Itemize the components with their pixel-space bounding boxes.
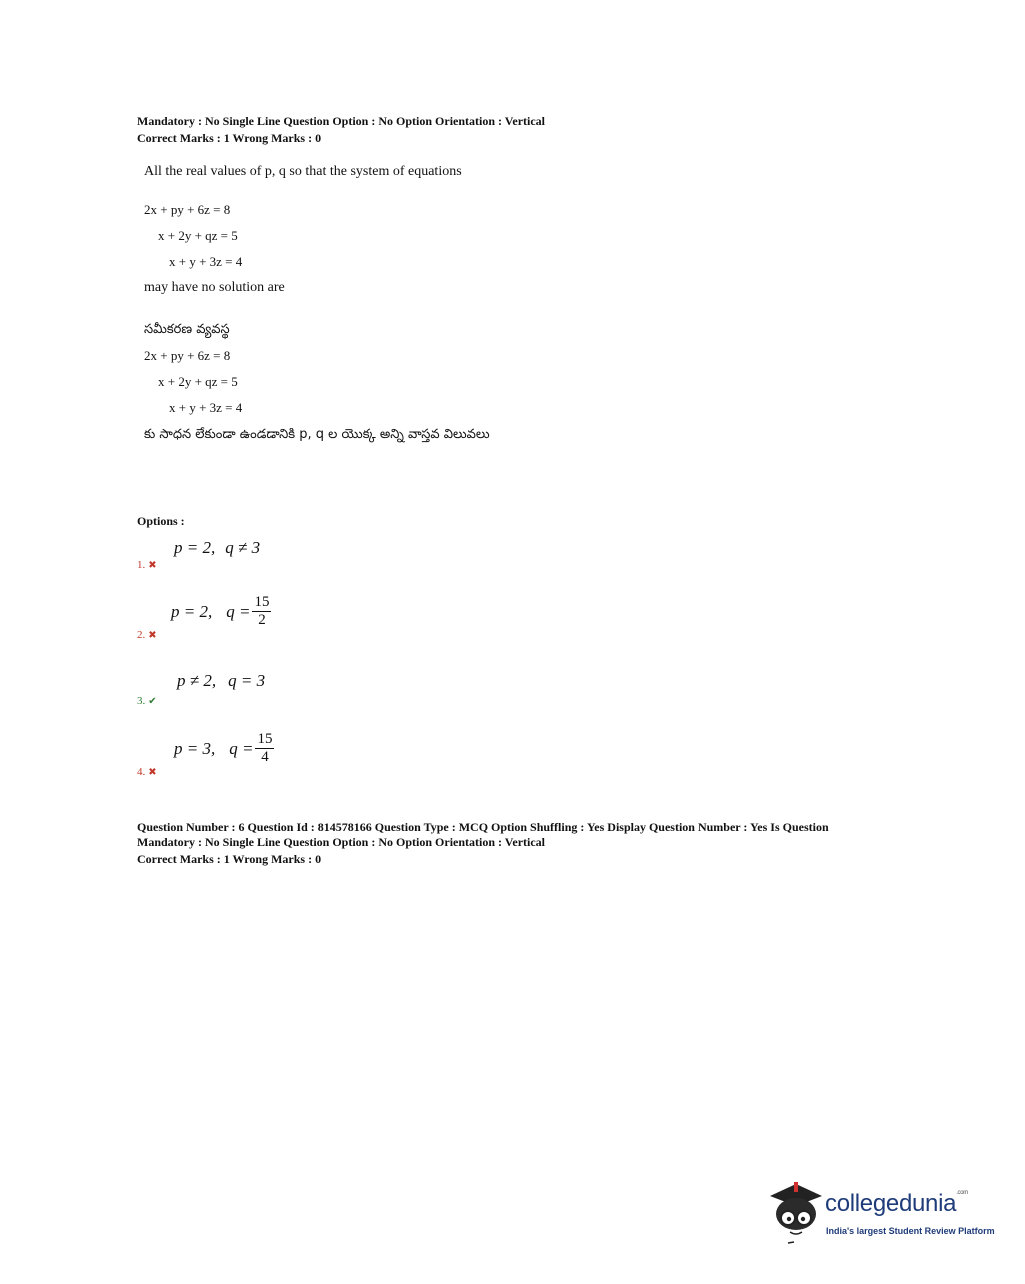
option-4-number	[137, 766, 157, 778]
option-2-q: q =	[226, 601, 251, 621]
mascot-icon	[766, 1178, 826, 1248]
option-2-p: p = 2,	[171, 601, 213, 621]
correct-check-icon: ✔	[148, 696, 157, 707]
option-4-numerator: 15	[257, 731, 273, 747]
question-text-english: All the real values of p, q so that the system of equations	[144, 164, 462, 179]
equation-3: x + y + 3z = 4	[169, 254, 243, 269]
equation-1-telugu: 2x + py + 6z = 8	[144, 348, 231, 363]
option-1-index: 1.	[137, 559, 146, 571]
wrong-mark-icon: ✖	[148, 767, 157, 778]
option-1-q: q ≠ 3	[225, 538, 261, 557]
option-3-q: q = 3	[228, 671, 266, 690]
wrong-mark-icon: ✖	[148, 630, 157, 641]
option-4-index: 4.	[137, 766, 146, 778]
option-2-denominator: 2	[258, 612, 266, 628]
next-question-meta-line-2: Mandatory : No Single Line Question Option : No Option Orientation : Vertical	[137, 835, 546, 849]
options-label: Options :	[137, 514, 185, 528]
brand-name	[825, 1190, 968, 1218]
collegedunia-logo	[766, 1178, 996, 1248]
option-4-fraction	[255, 731, 274, 766]
question-tail-english: may have no solution are	[144, 280, 285, 295]
option-3-expression	[177, 671, 265, 691]
option-2-expression	[171, 594, 271, 629]
equation-3-telugu: x + y + 3z = 4	[169, 400, 243, 415]
question-meta-line-2: Correct Marks : 1 Wrong Marks : 0	[137, 131, 322, 145]
question-text-telugu: సమీకరణ వ్యవస్థ	[144, 322, 230, 337]
option-1-p: p = 2,	[174, 538, 216, 557]
option-2-index: 2.	[137, 629, 146, 641]
option-4-p: p = 3,	[174, 738, 216, 758]
option-4-denominator: 4	[261, 749, 269, 765]
option-3-p: p ≠ 2,	[177, 671, 217, 690]
option-4-expression	[174, 731, 274, 766]
option-3-index: 3.	[137, 695, 146, 707]
next-question-meta-line-3: Correct Marks : 1 Wrong Marks : 0	[137, 852, 322, 866]
next-question-meta-line-1: Question Number : 6 Question Id : 814578166 Question Type : MCQ Option Shuffling : Yes Display Question Number : Yes Is Question	[137, 820, 829, 834]
option-2-numerator: 15	[254, 594, 270, 610]
question-meta-line-1: Mandatory : No Single Line Question Option : No Option Orientation : Vertical	[137, 114, 546, 128]
option-1-expression	[174, 538, 260, 558]
equation-1: 2x + py + 6z = 8	[144, 202, 231, 217]
brand-tagline: India's largest Student Review Platform	[826, 1226, 995, 1236]
question-tail-telugu: కు సాధన లేకుండా ఉండడానికి p, q ల యొక్క అన్ని వాస్తవ విలువలు	[144, 427, 490, 442]
equation-2: x + 2y + qz = 5	[158, 228, 238, 243]
option-4-q: q =	[229, 738, 254, 758]
option-2-number	[137, 629, 157, 641]
option-2-fraction	[252, 594, 271, 629]
option-3-number	[137, 695, 157, 707]
brand-name-text: collegedunia	[825, 1190, 957, 1217]
brand-suffix: .com	[956, 1190, 968, 1196]
option-1-number	[137, 559, 157, 571]
equation-2-telugu: x + 2y + qz = 5	[158, 374, 238, 389]
wrong-mark-icon: ✖	[148, 560, 157, 571]
